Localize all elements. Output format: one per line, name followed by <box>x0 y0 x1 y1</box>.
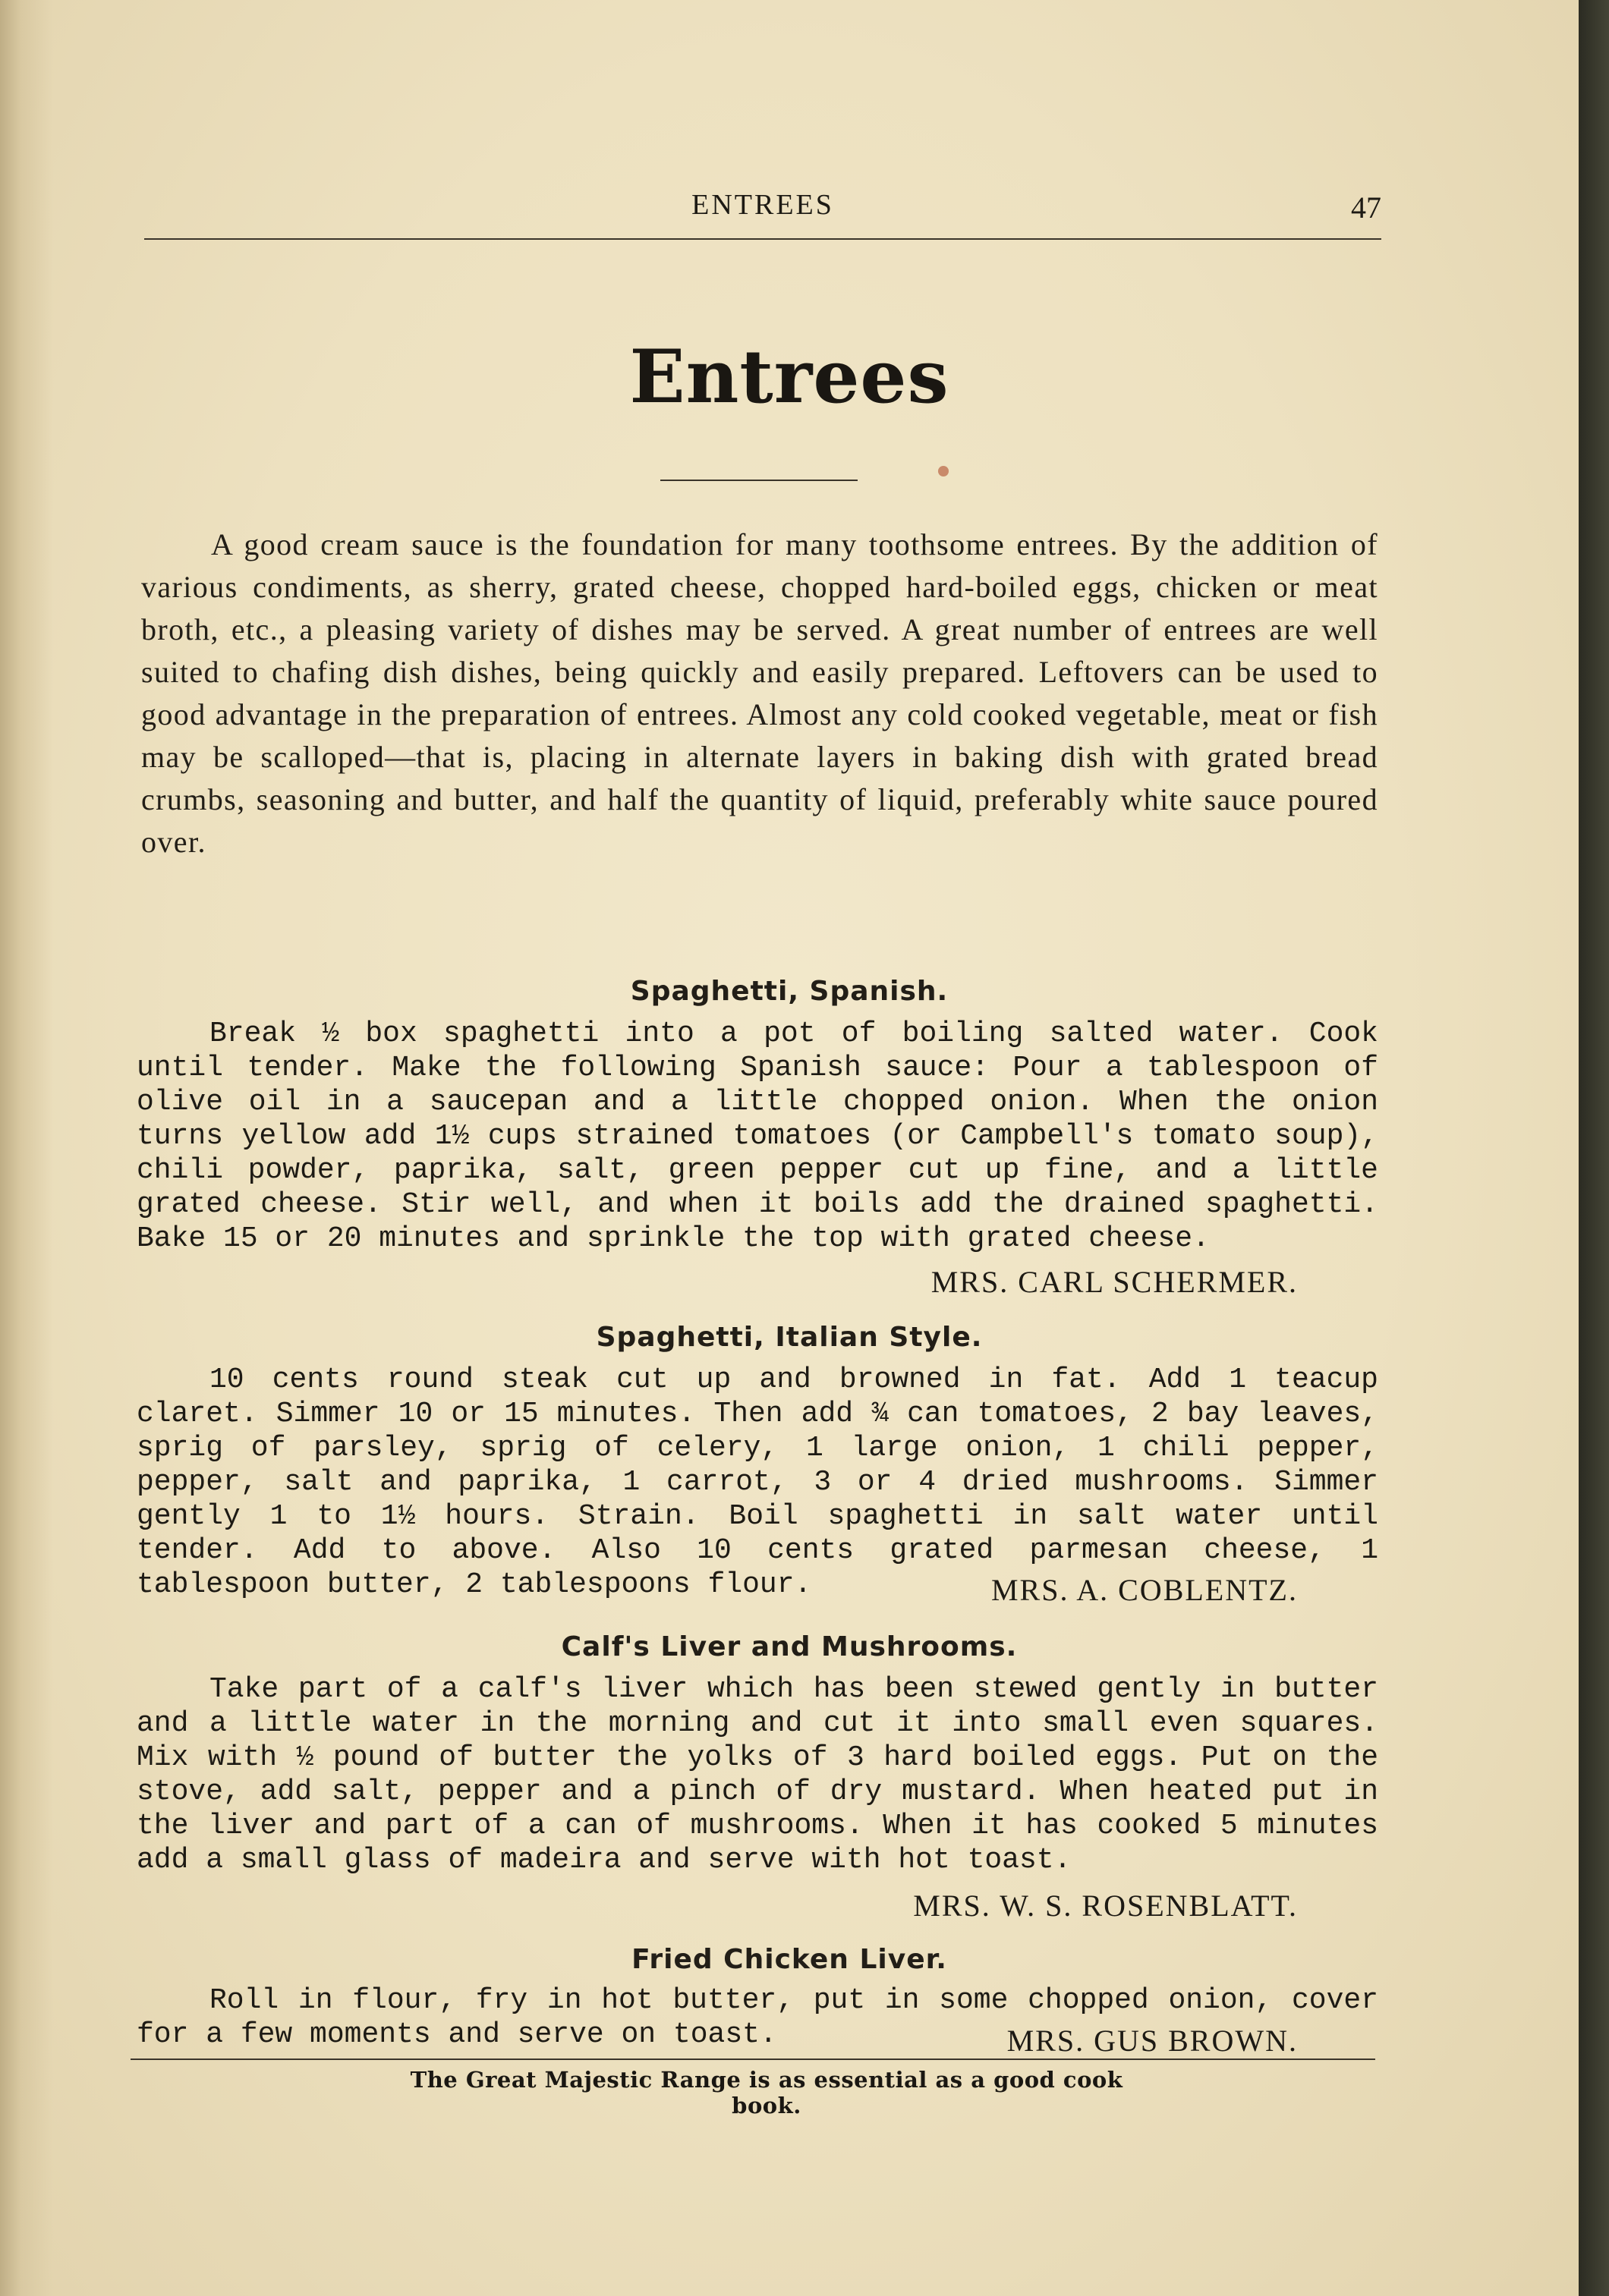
recipe-title: Fried Chicken Liver. <box>631 1944 947 1975</box>
running-head-title: ENTREES <box>691 189 834 221</box>
recipe-attribution: MRS. W. S. ROSENBLATT. <box>913 1889 1298 1923</box>
recipe-body: 10 cents round steak cut up and browned in fat. Add 1 teacup claret. Simmer 10 or 15 minutes. Then add ¾ can tomatoes, 2 bay leaves, sprig of parsley, sprig of celery, 1 large onion, 1 chili pepper, pepper, salt and paprika, 1 carrot, 3 or 4 dried mushrooms. Simmer gently 1 to 1½ hours. Strain. Boil spaghetti in salt water until tender. Add to above. Also 10 cents grated parmesan cheese, 1 tablespoon butter, 2 tablespoons flour. <box>137 1363 1378 1601</box>
recipe-title: Spaghetti, Italian Style. <box>596 1322 983 1353</box>
recipe-attribution: MRS. GUS BROWN. <box>1006 2024 1298 2058</box>
chapter-title: Entrees <box>629 334 949 420</box>
recipe-title: Calf's Liver and Mushrooms. <box>561 1631 1018 1662</box>
page-number: 47 <box>1351 190 1381 225</box>
recipe-body: Break ½ box spaghetti into a pot of boiling salted water. Cook until tender. Make the following Spanish sauce: Pour a tablespoon of olive oil in a saucepan and a little chopped onion. When the onion turns yellow add 1½ cups strained tomatoes (or Campbell's tomato soup), chili powder, paprika, salt, green pepper cut up fine, and a little grated cheese. Stir well, and when it boils add the drained spaghetti. Bake 15 or 20 minutes and sprinkle the top with grated cheese. <box>137 1017 1378 1255</box>
recipe-attribution: MRS. CARL SCHERMER. <box>930 1265 1298 1299</box>
ornament-dot <box>938 466 949 476</box>
title-rule <box>660 480 858 481</box>
recipe-title: Spaghetti, Spanish. <box>630 976 949 1007</box>
running-head <box>144 188 1381 234</box>
recipe-body: Take part of a calf's liver which has been stewed gently in butter and a little water in the morning and cut it into small even squares. Mix with ½ pound of butter the yolks of 3 hard boiled eggs. Put on the stove, add salt, pepper and a pinch of dry mustard. When heated put in the liver and part of a can of mushrooms. When it has cooked 5 minutes add a small glass of madeira and serve with hot toast. <box>137 1673 1378 1876</box>
book-binding-edge <box>1579 0 1609 2296</box>
footer-advertisement: The Great Majestic Range is as essential as a good cook book. <box>410 2067 1123 2118</box>
footer-rule <box>131 2059 1375 2060</box>
header-rule <box>144 238 1381 240</box>
recipe-body: Roll in flour, fry in hot butter, put in some chopped onion, cover for a few moments and serve on toast. <box>137 1984 1378 2051</box>
intro-paragraph: A good cream sauce is the foundation for many toothsome entrees. By the addition of various condiments, as sherry, grated cheese, chopped hard-boiled eggs, chicken or meat broth, etc., a pleasing variety of dishes may be served. A great number of entrees are well suited to chafing dish dishes, being quickly and easily prepared. Leftovers can be used to good advantage in the preparation of entrees. Almost any cold cooked vegetable, meat or fish may be scalloped—that is, placing in alternate layers in baking dish with grated bread crumbs, seasoning and butter, and half the quantity of liquid, preferably white sauce poured over. <box>141 527 1378 859</box>
recipe-attribution: MRS. A. COBLENTZ. <box>990 1573 1298 1607</box>
